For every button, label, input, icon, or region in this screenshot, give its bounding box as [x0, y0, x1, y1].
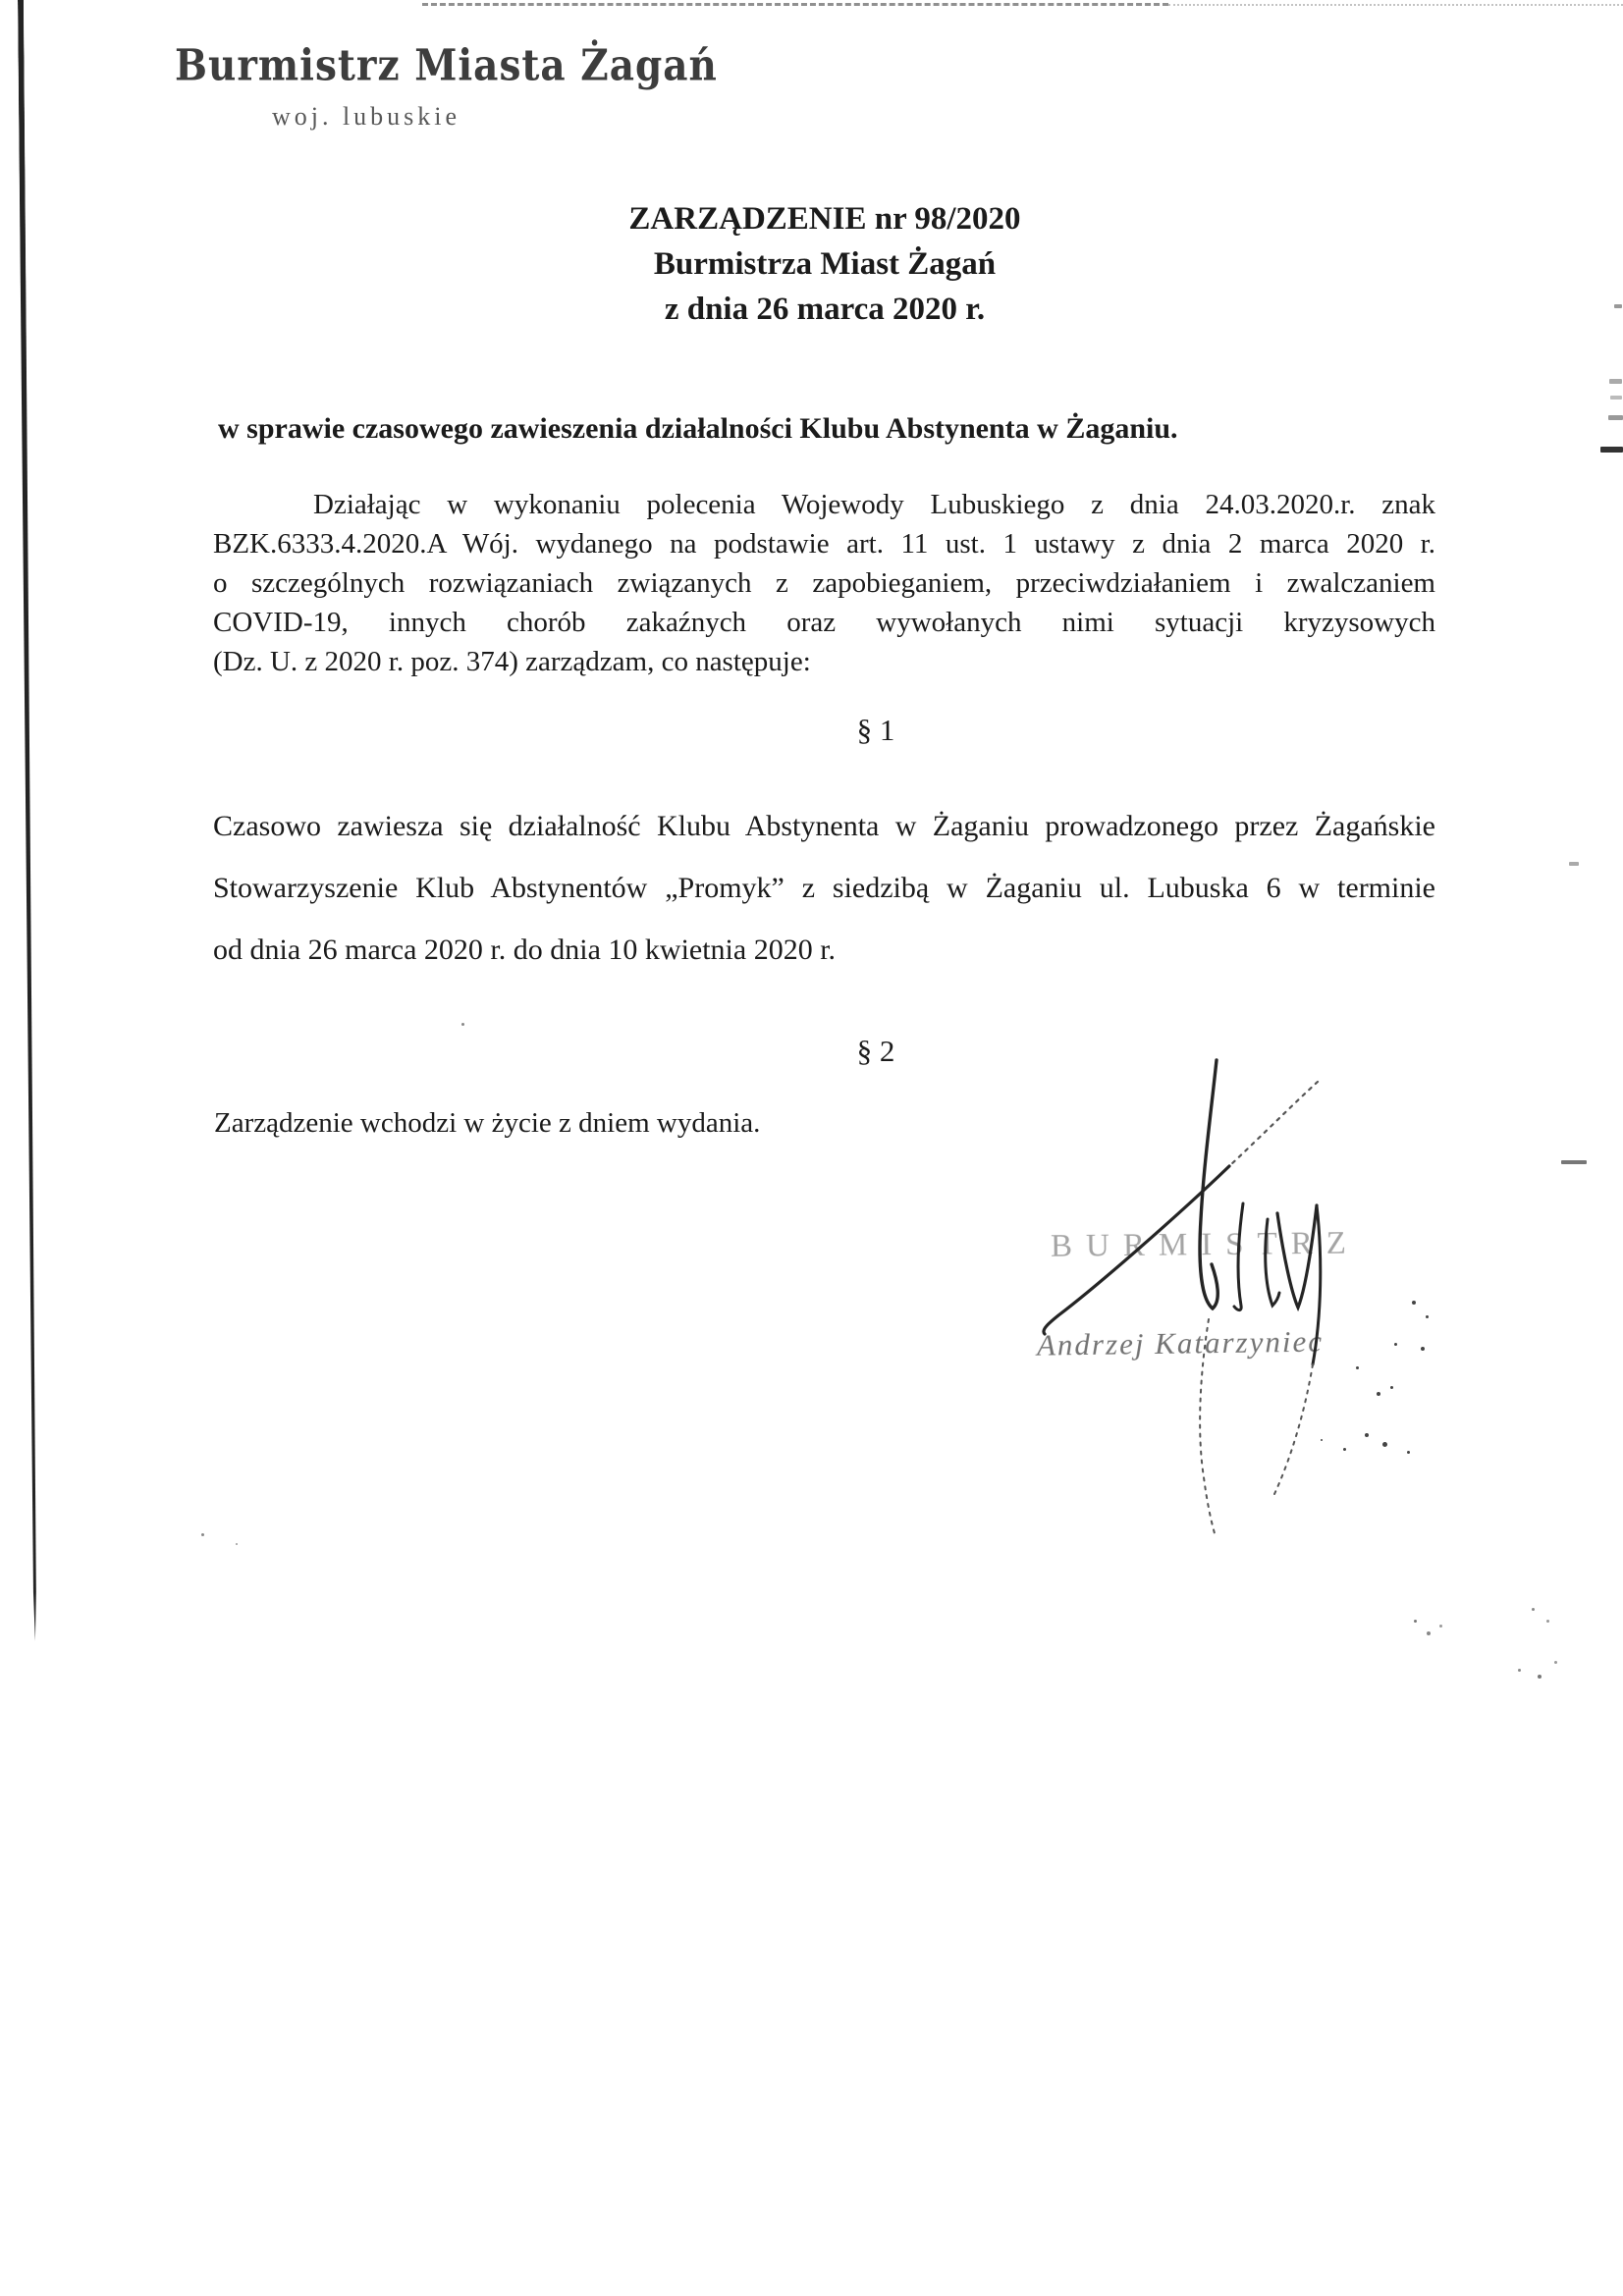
section-2-line: Zarządzenie wchodzi w życie z dniem wydania.: [214, 1107, 761, 1139]
section-1-line: od dnia 26 marca 2020 r. do dnia 10 kwietnia 2020 r.: [213, 934, 837, 966]
scan-speckle: [461, 1023, 464, 1026]
preamble-line: BZK.6333.4.2020.A Wój. wydanego na podstawie art. 11 ust. 1 ustawy z dnia 2 marca 2020 r.: [213, 528, 1435, 560]
signature-stamp-title: BURMISTRZ: [1050, 1225, 1361, 1264]
left-edge-scan-artifact: [18, 0, 38, 1641]
scan-speckle: [1356, 1366, 1359, 1369]
scan-speckle: [1390, 1386, 1393, 1389]
scan-speckle: [1394, 1343, 1397, 1346]
preamble-line: Działając w wykonaniu polecenia Wojewody Lubuskiego z dnia 24.03.2020.r. znak: [313, 489, 1435, 520]
section-2-marker: § 2: [856, 1034, 895, 1068]
scan-speckle: [201, 1533, 204, 1536]
subject-line: w sprawie czasowego zawieszenia działalności Klubu Abstynenta w Żaganiu.: [218, 412, 1178, 445]
preamble-line: COVID-19, innych chorób zakaźnych oraz wywołanych nimi sytuacji kryzysowych: [213, 607, 1435, 638]
title-date: z dnia 26 marca 2020 r.: [664, 292, 986, 327]
scan-speckle: [236, 1543, 238, 1545]
scan-speckle: [1600, 447, 1623, 453]
section-1-paragraph: [213, 795, 1435, 981]
scan-speckle: [1321, 1439, 1323, 1441]
scan-speckle: [1569, 862, 1579, 866]
preamble-paragraph: [213, 485, 1435, 681]
section-1-line: Stowarzyszenie Klub Abstynentów „Promyk” z siedzibą w Żaganiu ul. Lubuska 6 w terminie: [213, 872, 1435, 904]
scan-speckle: [1365, 1433, 1369, 1437]
scan-speckle: [1538, 1675, 1542, 1679]
scan-speckle: [1407, 1451, 1410, 1454]
scan-speckle: [1561, 1160, 1587, 1164]
scan-speckle: [1608, 415, 1623, 420]
scan-speckle: [1382, 1442, 1387, 1447]
title-order-number: ZARZĄDZENIE nr 98/2020: [628, 201, 1021, 237]
scan-speckle: [1614, 304, 1622, 308]
signature-stamp-name: Andrzej Katarzyniec: [1036, 1323, 1325, 1362]
section-1-line: Czasowo zawiesza się działalność Klubu Abstynenta w Żaganiu prowadzonego przez Żagańskie: [213, 810, 1435, 842]
scan-speckle: [1426, 1315, 1429, 1318]
top-edge-scan-artifact: [1168, 4, 1623, 6]
scan-speckle: [1546, 1620, 1549, 1623]
sender-stamp: [175, 40, 718, 132]
scan-speckle: [1609, 379, 1622, 384]
scan-speckle: [1414, 1620, 1417, 1623]
scan-speckle: [1421, 1347, 1425, 1351]
scan-speckle: [1554, 1661, 1557, 1664]
preamble-line: (Dz. U. z 2020 r. poz. 374) zarządzam, co następuje:: [213, 646, 811, 677]
section-1-marker: § 1: [856, 713, 895, 747]
scan-speckle: [1377, 1392, 1380, 1396]
document-title: [214, 196, 1435, 332]
title-issuer: Burmistrza Miast Żagań: [653, 246, 997, 282]
scan-speckle: [1610, 396, 1622, 400]
scan-speckle: [1439, 1625, 1442, 1628]
scan-speckle: [1518, 1669, 1521, 1672]
sender-stamp-voivodeship: woj. lubuskie: [271, 102, 461, 131]
sender-stamp-authority: Burmistrz Miasta Żagań: [175, 40, 718, 91]
top-edge-scan-artifact: [422, 3, 1168, 6]
scan-speckle: [1532, 1608, 1535, 1611]
scan-speckle: [1412, 1301, 1416, 1305]
scan-speckle: [1343, 1448, 1346, 1451]
scan-speckle: [1427, 1631, 1431, 1635]
preamble-line: o szczególnych rozwiązaniach związanych z zapobieganiem, przeciwdziałaniem i zwalczaniem: [213, 567, 1435, 599]
